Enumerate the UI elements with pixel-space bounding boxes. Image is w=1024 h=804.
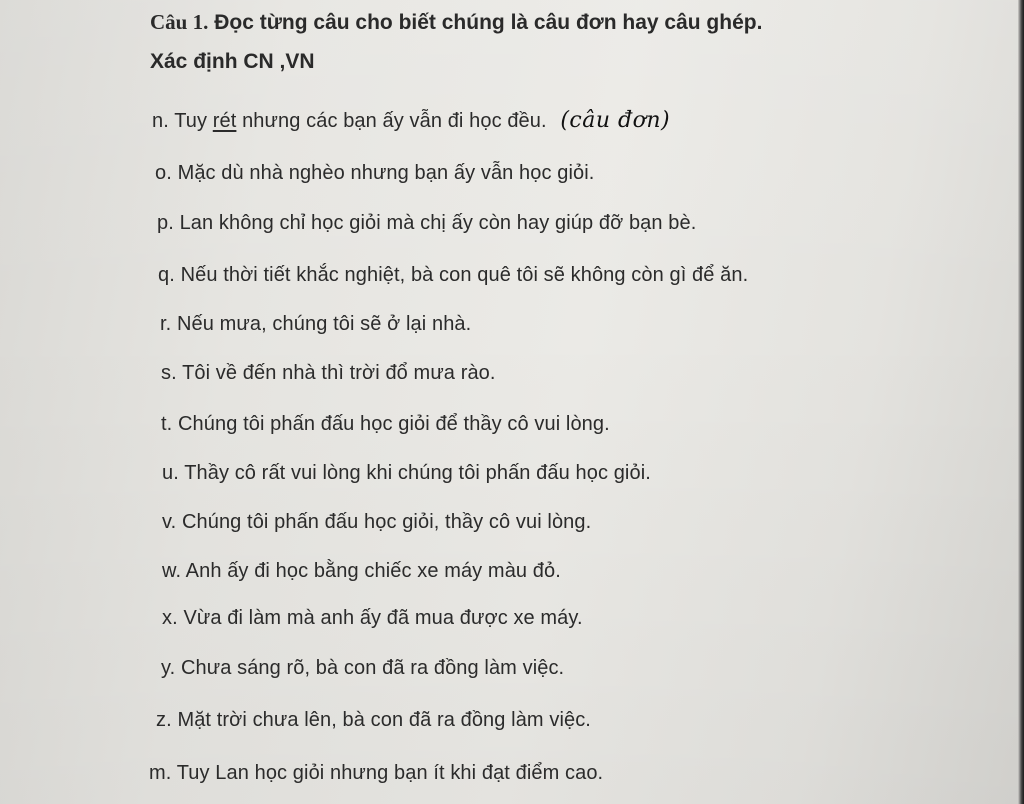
handwritten-answer: (câu đơn)	[560, 108, 671, 133]
sentence-text: Mặc dù nhà nghèo nhưng bạn ấy vẫn học giỏi.	[177, 162, 595, 184]
sentence-letter: v.	[162, 511, 177, 533]
sentence-letter: o.	[155, 162, 172, 184]
sentence-letter: x.	[162, 607, 178, 629]
sentence-letter: q.	[158, 264, 175, 286]
sentence-text: Nếu mưa, chúng tôi sẽ ở lại nhà.	[177, 313, 472, 335]
sentence-s	[161, 362, 496, 385]
sentence-text: Chúng tôi phấn đấu học giỏi để thầy cô vui lòng.	[178, 413, 610, 435]
sentence-text: Anh ấy đi học bằng chiếc xe máy màu đỏ.	[185, 560, 561, 582]
sentence-z	[156, 709, 591, 732]
sentence-letter: s.	[161, 362, 177, 384]
sentence-r	[160, 313, 471, 336]
sentence-m	[149, 762, 603, 785]
sentence-t	[161, 413, 610, 436]
sentence-w	[162, 560, 561, 583]
sentence-text: Nếu thời tiết khắc nghiệt, bà con quê tôi sẽ không còn gì để ăn.	[180, 264, 749, 286]
sentence-q	[158, 264, 748, 287]
sentence-text: Tôi về đến nhà thì trời đổ mưa rào.	[182, 362, 496, 384]
question-subtitle: Xác định CN ,VN	[150, 50, 315, 73]
sentence-letter: r.	[160, 313, 172, 335]
question-number: Câu 1.	[150, 10, 209, 34]
sentence-y	[161, 657, 564, 680]
sentence-u	[162, 462, 651, 485]
sentence-letter: u.	[162, 462, 179, 484]
question-title	[150, 10, 762, 35]
sentence-text: Thầy cô rất vui lòng khi chúng tôi phấn đấu học giỏi.	[184, 462, 651, 484]
sentence-text: Chúng tôi phấn đấu học giỏi, thầy cô vui lòng.	[181, 511, 592, 533]
paper-edge-shadow	[1018, 0, 1024, 804]
sentence-p	[157, 212, 696, 235]
sentence-n	[152, 108, 670, 133]
sentence-text: Lan không chỉ học giỏi mà chị ấy còn hay giúp đỡ bạn bè.	[179, 212, 697, 234]
sentence-text: Mặt trời chưa lên, bà con đã ra đồng làm việc.	[177, 709, 591, 731]
sentence-text: Tuy Lan học giỏi nhưng bạn ít khi đạt điểm cao.	[176, 762, 604, 784]
sentence-text: Vừa đi làm mà anh ấy đã mua được xe máy.	[183, 607, 583, 629]
question-instruction: Đọc từng câu cho biết chúng là câu đơn hay câu ghép.	[214, 11, 763, 34]
sentence-text-post: nhưng các bạn ấy vẫn đi học đều.	[242, 110, 547, 132]
sentence-letter: w.	[162, 560, 182, 582]
sentence-letter: m.	[149, 762, 172, 784]
sentence-letter: z.	[156, 709, 172, 731]
sentence-text: Chưa sáng rõ, bà con đã ra đồng làm việc.	[180, 657, 565, 679]
sentence-v	[162, 511, 591, 534]
underlined-subject: rét	[212, 110, 237, 132]
sentence-text-pre: Tuy	[174, 110, 208, 132]
sentence-letter: t.	[161, 413, 173, 435]
sentence-o	[155, 162, 594, 185]
sentence-letter: y.	[161, 657, 176, 679]
sentence-letter: n.	[152, 110, 169, 132]
sentence-letter: p.	[157, 212, 174, 234]
sentence-x	[162, 607, 583, 630]
